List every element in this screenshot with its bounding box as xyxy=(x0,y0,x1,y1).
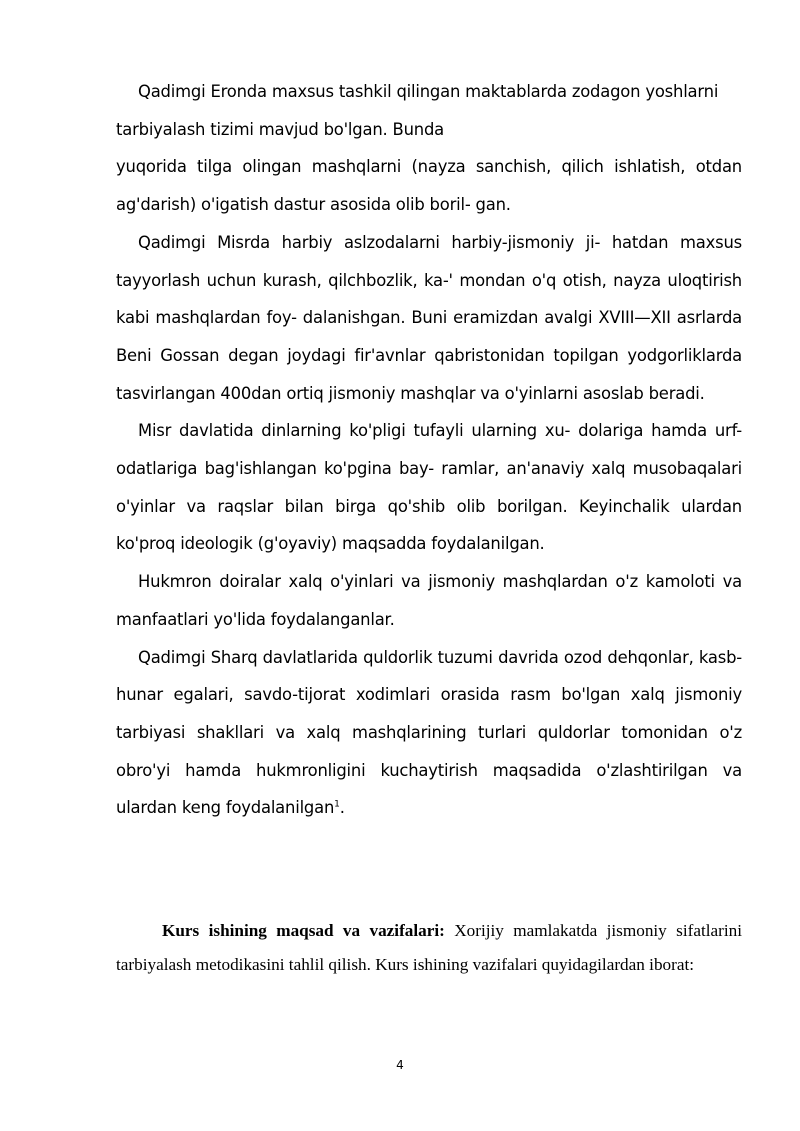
paragraph-eastern-states xyxy=(116,639,742,828)
footnote-reference[interactable]: 1 xyxy=(334,799,340,810)
goals-heading: Kurs ishining maqsad va vazifalari: xyxy=(162,921,445,940)
paragraph-ruling-circles: Hukmron doiralar xalq o'yinlari va jismoniy mashqlardan o'z kamoloti va manfaatlari yo'lida foydalanganlar. xyxy=(116,572,742,629)
main-text xyxy=(116,73,742,827)
paragraph-eastern-states-text: Qadimgi Sharq davlatlarida quldorlik tuzumi davrida ozod dehqonlar, kasb-hunar egalari, savdo-tijorat xodimlari orasida rasm bo'lgan xalq jismoniy tarbiyasi shakllari va xalq mashqlarining turlari quldorlar tomonidan o'z obro'yi hamda hukmronligini kuchaytirish maqsadida o'zlashtirilgan va ulardan keng foydalanilgan xyxy=(116,647,742,818)
goals-text: Xorijiy mamlakatda jismoniy sifatlarini tarbiyalash metodikasini tahlil qilish. Kurs ishining vazifalari quyidagilardan iborat: xyxy=(116,921,743,974)
paragraph-egypt-military: Qadimgi Misrda harbiy aslzodalarni harbiy-jismoniy ji- hatdan maxsus tayyorlash uchun kurash, qilchbozlik, ka-' mondan o'q otish, nayza uloqtirish kabi mashqlardan foy- dalanishgan. Buni eramizdan avalgi XVIII—XII asrlarda Beni Gossan degan joydagi fir'avnlar qabristonidan topilgan yodgorliklarda tasvirlangan 400dan ortiq jismoniy mashqlar va o'yinlarni asoslab beradi. xyxy=(116,232,742,403)
paragraph-eastern-states-tail: . xyxy=(339,798,345,818)
goals-section xyxy=(116,914,742,982)
page-number: 4 xyxy=(396,1058,404,1072)
paragraph-iran-line1: Qadimgi Eronda maxsus tashkil qilingan maktablarda zodagon yoshlarni tarbiyalash tizimi mavjud bo'lgan. Bunda xyxy=(116,82,719,139)
paragraph-egypt-religion: Misr davlatida dinlarning ko'pligi tufayli ularning xu- dolariga hamda urf-odatlariga bag'ishlangan ko'pgina bay- ramlar, an'anaviy xalq musobaqalari o'yinlar va raqslar bilan birga qo'shib olib borilgan. Keyinchalik ulardan ko'proq ideologik (g'oyaviy) maqsadda foydalanilgan. xyxy=(116,421,742,554)
goals-paragraph xyxy=(116,914,742,982)
paragraph-iran-line2: yuqorida tilga olingan mashqlarni (nayza sanchish, qilich ishlatish, otdan ag'darish) o'igatish dastur asosida olib boril- gan. xyxy=(116,157,742,215)
